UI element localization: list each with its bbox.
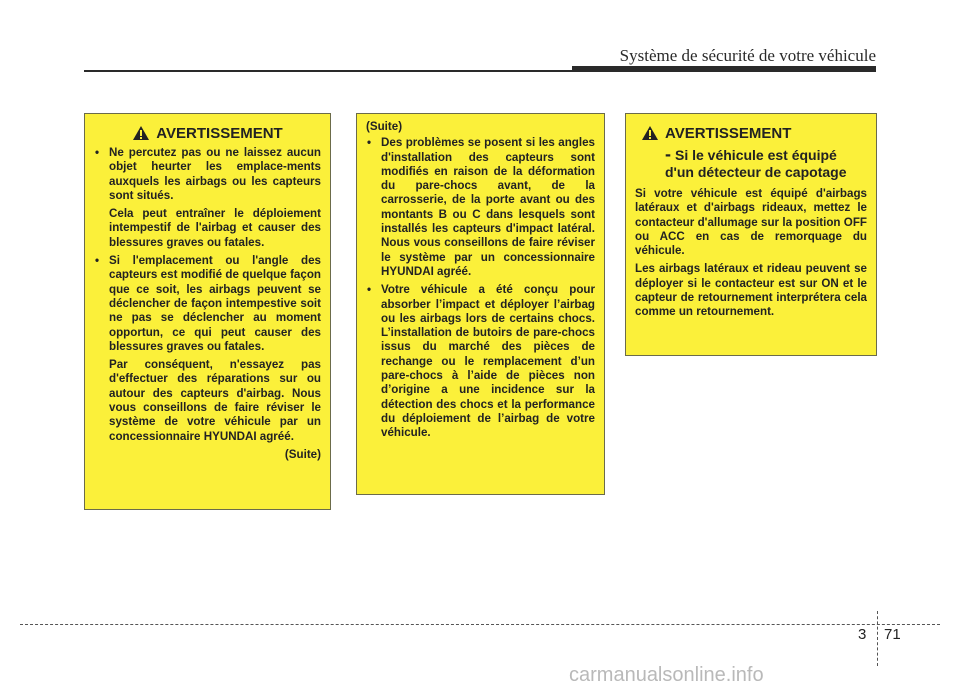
chapter-number: 3 [858, 626, 867, 643]
bullet-text: • Des problèmes se posent si les angles d'installation des capteurs sont modifiés en raison de la déformation du pare-chocs avant, de la carrosserie, de la porte avant ou des montants B ou C dans lesquels sont installés les capteurs d'impact latéral. Nous vous conseillons de faire réviser le système par un concessionnaire HYUNDAI agréé. [381, 136, 595, 278]
continued-label: (Suite) [366, 120, 403, 133]
warning-heading-text: AVERTISSEMENT [665, 125, 792, 142]
list-item [366, 136, 595, 279]
warning-box-continued [356, 113, 605, 495]
warning-heading-text: AVERTISSEMENT [156, 125, 283, 142]
paragraph: Par conséquent, n'essayez pas d'effectuer des réparations sur ou autour des capteurs d'airbag. Nous vous conseillons de faire réviser le système de votre véhicule par un concessionnaire HYUNDAI agréé. [109, 358, 321, 443]
list-item [94, 146, 321, 203]
bullet-text: • Votre véhicule a été conçu pour absorber l’impact et déployer l’airbag ou les airbags lors de certains chocs. L’installation de butoirs de pare-chocs issus du marché des pièces de rechange ou le remplacement d’un pare-chocs à l’aide de pièces non d’origine a une incidence sur la détection des chocs et la performance du déploiement de l’airbag de votre véhicule. [381, 283, 595, 440]
warning-box-rollover [625, 113, 877, 356]
subheading-text: Si le véhicule est équipé d'un détecteur de capotage [665, 147, 847, 180]
footer-rule [20, 624, 940, 625]
paragraph: Si votre véhicule est équipé d'airbags latéraux et d'airbags rideaux, mettez le contacteur d'allumage sur la position OFF ou ACC en cas de remorquage du véhicule. [635, 187, 867, 258]
bullet-text: • Si l'emplacement ou l'angle des capteurs est modifié de quelque façon que ce soit, les airbags peuvent se déclencher de façon intempestive soit ne pas se déclencher au moment opportun, ce qui peut causer des blessures graves ou fatales. [109, 254, 321, 353]
warning-heading [635, 125, 867, 142]
paragraph: Les airbags latéraux et rideau peuvent se déployer si le contacteur est sur ON et le capteur de retournement interprétera cela comme un retournement. [635, 262, 867, 319]
paragraph: Cela peut entraîner le déploiement intempestif de l'airbag et causer des blessures graves ou fatales. [109, 207, 321, 249]
subheading-dash: - [665, 144, 671, 164]
continued-label: (Suite) [284, 447, 321, 461]
warning-subheading [665, 146, 867, 181]
header-rule [84, 70, 876, 72]
list-item [94, 254, 321, 354]
bullet-text: • Ne percutez pas ou ne laissez aucun objet heurter les emplace-ments auxquels les airbags ou les capteurs sont situés. [109, 146, 321, 202]
page-number: 71 [884, 626, 901, 643]
warning-triangle-icon [641, 125, 659, 141]
warning-heading [94, 125, 321, 142]
watermark: carmanualsonline.info [569, 664, 764, 686]
warning-triangle-icon [132, 125, 150, 141]
warning-box-sensors [84, 113, 331, 510]
page-header-title: Système de sécurité de votre véhicule [619, 46, 876, 65]
footer-divider [877, 611, 878, 666]
list-item [366, 283, 595, 440]
